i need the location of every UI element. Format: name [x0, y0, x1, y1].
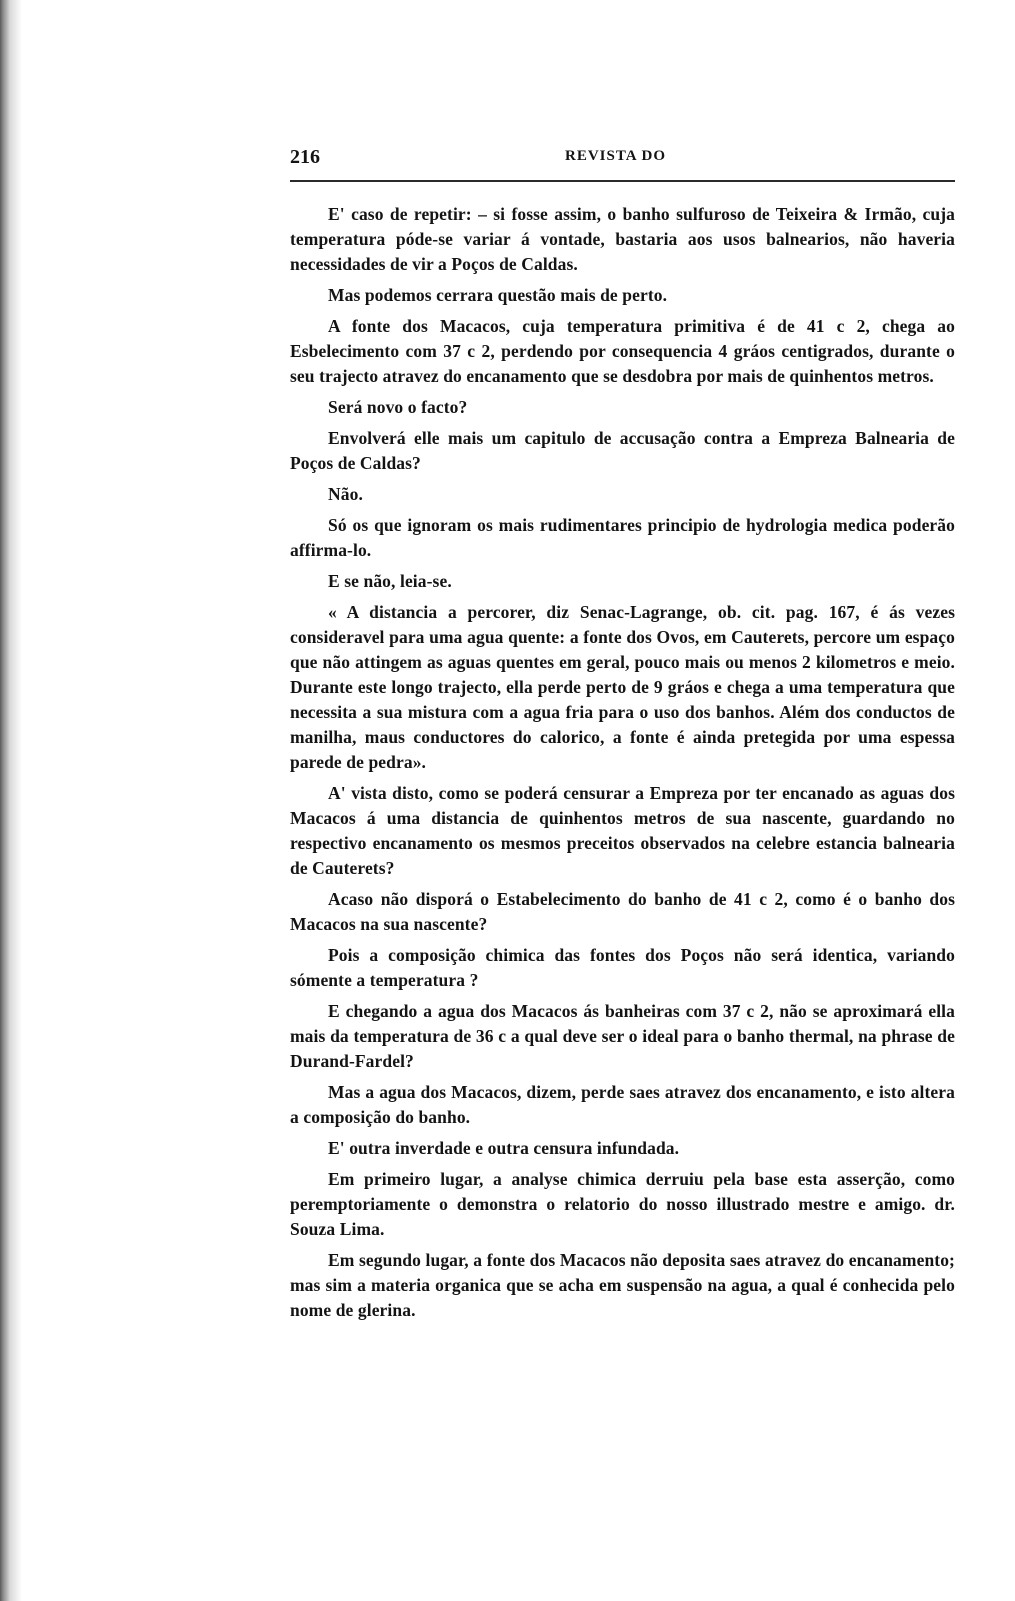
paragraph: Acaso não disporá o Estabelecimento do banho de 41 c 2, como é o banho dos Macacos na sua nascente? — [290, 889, 955, 934]
paragraph: Envolverá elle mais um capitulo de accusação contra a Empreza Balnearia de Poços de Caldas? — [290, 428, 955, 473]
paragraph: Em primeiro lugar, a analyse chimica derruiu pela base esta asserção, como peremptoriamente o demonstra o relatorio do nosso illustrado mestre e amigo. dr. Souza Lima. — [290, 1169, 955, 1239]
paragraph: E se não, leia-se. — [328, 571, 452, 591]
header-rule — [290, 180, 955, 182]
paragraph: E' outra inverdade e outra censura infundada. — [328, 1138, 680, 1158]
paragraph: Em segundo lugar, a fonte dos Macacos não deposita saes atravez do encanamento; mas sim a materia organica que se acha em suspensão na agua, a qual é conhecida pelo nome de glerina. — [290, 1250, 955, 1320]
page-header — [290, 146, 955, 172]
paragraph: A' vista disto, como se poderá censurar a Empreza por ter encanado as aguas dos Macacos á uma distancia de quinhentos metros de sua nascente, guardando no respectivo encanamento os mesmos preceitos observados na celebre estancia balnearia de Cauterets? — [290, 783, 955, 878]
paragraph: Será novo o facto? — [328, 397, 468, 417]
page-binding-shadow — [0, 0, 22, 1601]
paragraph: Mas a agua dos Macacos, dizem, perde saes atravez dos encanamento, e isto altera a composição do banho. — [290, 1082, 955, 1127]
paragraph: E' caso de repetir: – si fosse assim, o banho sulfuroso de Teixeira & Irmão, cuja temperatura póde-se variar á vontade, bastaria aos usos balnearios, não haveria necessidades de vir a Poços de Caldas. — [290, 204, 955, 274]
paragraph: Mas podemos cerrara questão mais de perto. — [328, 285, 668, 305]
running-head: REVISTA DO — [565, 148, 666, 164]
page-body — [290, 202, 955, 1323]
paragraph: Pois a composição chimica das fontes dos Poços não será identica, variando sómente a temperatura ? — [290, 945, 955, 990]
paragraph: Não. — [328, 484, 363, 504]
paragraph: Só os que ignoram os mais rudimentares principio de hydrologia medica poderão affirma-lo. — [290, 515, 955, 560]
page-number: 216 — [290, 146, 320, 168]
paragraph: E chegando a agua dos Macacos ás banheiras com 37 c 2, não se aproximará ella mais da temperatura de 36 c a qual deve ser o ideal para o banho thermal, na phrase de Durand-Fardel? — [290, 1001, 955, 1071]
block-quote-paragraph: « A distancia a percorer, diz Senac-Lagrange, ob. cit. pag. 167, é ás vezes consideravel para uma agua quente: a fonte dos Ovos, em Cauterets, percore um espaço que não attingem as aguas quentes em geral, pouco mais ou menos 2 kilometros e meio. Durante este longo trajecto, ella perde perto de 9 gráos e chega a uma temperatura que necessita a sua mistura com a agua fria para o uso dos banhos. Além dos conductos de manilha, maus conductores do calorico, a fonte é ainda pretegida por uma espessa parede de pedra». — [290, 602, 955, 772]
paragraph: A fonte dos Macacos, cuja temperatura primitiva é de 41 c 2, chega ao Esbelecimento com 37 c 2, perdendo por consequencia 4 gráos centigrados, durante o seu trajecto atravez do encanamento que se desdobra por mais de quinhentos metros. — [290, 316, 955, 386]
